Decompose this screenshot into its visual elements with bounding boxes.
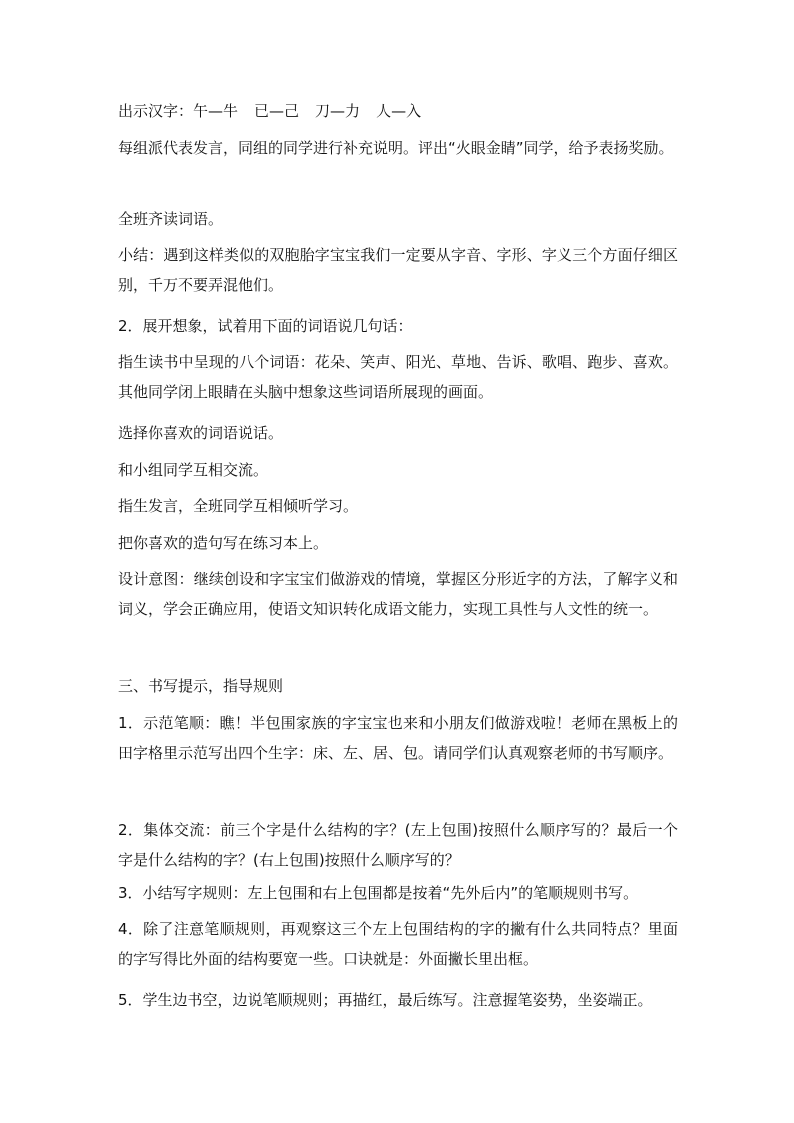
character-pair: 刀—力 [315,102,361,120]
paragraph-design-intent: 设计意图：继续创设和字宝宝们做游戏的情境，掌握区分形近字的方法，了解字义和词义，学会正确应用，使语文知识转化成语文能力，实现工具性与人文性的统一。 [118,570,678,618]
section-heading-writing: 三、书写提示，指导规则 [118,677,284,695]
paragraph-read-aloud: 全班齐读词语。 [118,210,224,228]
character-pair: 已—己 [254,102,300,120]
paragraph-students-speak: 指生发言，全班同学互相倾听学习。 [118,497,359,515]
character-pair: 人—入 [376,102,422,120]
paragraph-stroke-features: 4．除了注意笔顺规则，再观察这三个左上包围结构的字的撇有什么共同特点？里面的字写得比外面的结构要宽一些。口诀就是：外面撇长里出框。 [118,920,678,968]
paragraph-write-sentence: 把你喜欢的造句写在练习本上。 [118,534,329,552]
characters-label: 出示汉字： [118,102,194,120]
paragraph-stroke-demo: 1．示范笔顺：瞧！半包围家族的字宝宝也来和小朋友们做游戏啦！老师在黑板上的田字格里示范写出四个生字：床、左、居、包。请同学们认真观察老师的书写顺序。 [118,714,678,762]
paragraph-group-discussion: 2．集体交流：前三个字是什么结构的字？(左上包围)按照什么顺序写的？最后一个字是什么结构的字？(右上包围)按照什么顺序写的？ [118,821,678,869]
paragraph-group-exchange: 和小组同学互相交流。 [118,461,269,479]
paragraph-summary: 小结：遇到这样类似的双胞胎字宝宝我们一定要从字音、字形、字义三个方面仔细区别，千万不要弄混他们。 [118,246,678,294]
paragraph-imagine-heading: 2．展开想象，试着用下面的词语说几句话： [118,317,413,335]
character-pair: 午—牛 [193,102,239,120]
paragraph-eight-words: 指生读书中呈现的八个词语：花朵、笑声、阳光、草地、告诉、歌唱、跑步、喜欢。其他同学闭上眼睛在头脑中想象这些词语所展现的画面。 [118,353,678,401]
paragraph-group-report: 每组派代表发言，同组的同学进行补充说明。评出“火眼金睛”同学，给予表扬奖励。 [118,139,674,157]
paragraph-writing-rule: 3．小结写字规则：左上包围和右上包围都是按着“先外后内”的笔顺规则书写。 [118,884,639,902]
paragraph-characters-shown [118,96,678,126]
paragraph-practice: 5．学生边书空，边说笔顺规则；再描红，最后练写。注意握笔姿势，坐姿端正。 [118,991,653,1009]
paragraph-choose-words: 选择你喜欢的词语说话。 [118,424,284,442]
